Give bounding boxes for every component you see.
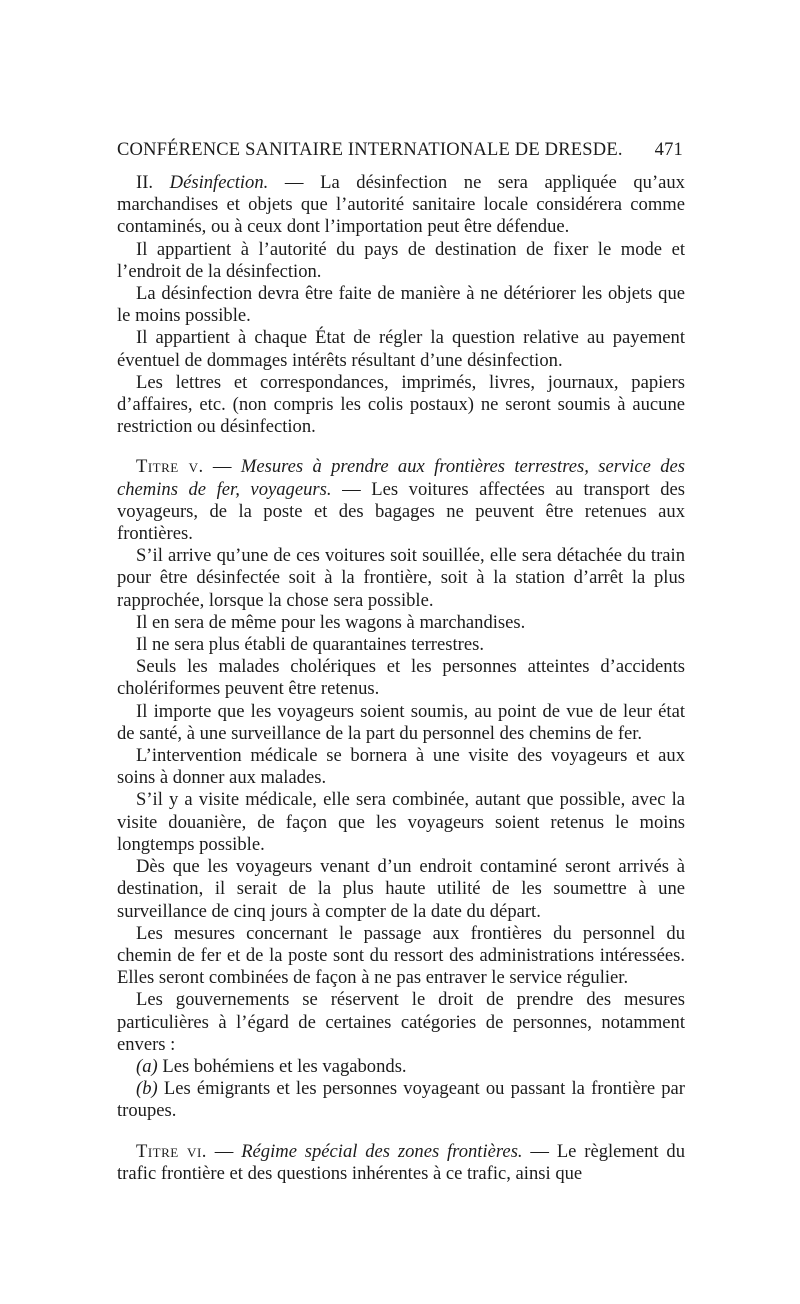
paragraph: Seuls les malades cholériques et les personnes atteintes d’accidents cholériformes peuvent être retenus. <box>117 656 685 700</box>
titre-vi-label: Titre vi. <box>136 1140 207 1162</box>
paragraph: Il importe que les voyageurs soient soumis, au point de vue de leur état de santé, à une surveillance de la part du personnel des chemins de fer. <box>117 700 685 744</box>
paragraph: Les gouvernements se réservent le droit de prendre des mesures particulières à l’égard de certaines catégories de personnes, notamment envers : <box>117 989 685 1055</box>
list-item <box>117 1056 685 1078</box>
titre-v-dash: — <box>203 456 241 478</box>
titre-v-heading: Mesures à prendre aux frontières terrestres, service des chemins de fer, voyageurs. <box>117 456 685 500</box>
running-title: CONFÉRENCE SANITAIRE INTERNATIONALE DE DRESDE. <box>117 140 623 160</box>
titre-v-text: — Les voitures affectées au transport des voyageurs, de la poste et des bagages ne peuvent être retenues aux frontières. <box>117 478 686 545</box>
paragraph: Il ne sera plus établi de quarantaines terrestres. <box>136 634 484 656</box>
paragraph: Il en sera de même pour les wagons à marchandises. <box>136 611 526 633</box>
titre-vi-heading: Régime spécial des zones frontières. <box>241 1140 523 1162</box>
list-item <box>117 1078 685 1122</box>
page-number: 471 <box>654 140 683 160</box>
paragraph: Les mesures concernant le passage aux frontières du personnel du chemin de fer et de la poste sont du ressort des administrations intéressées. Elles seront combinées de façon à ne pas entraver le service régulier. <box>117 922 685 989</box>
list-marker: (b) <box>136 1078 158 1100</box>
paragraph: Dès que les voyageurs venant d’un endroit contaminé seront arrivés à destination, il serait de la plus haute utilité de les soumettre à une surveillance de cinq jours à compter de la date du départ. <box>117 856 685 922</box>
running-header <box>117 140 683 166</box>
titre-v-label: Titre v. <box>136 456 204 478</box>
section-ii-heading: Désinfection. <box>169 172 269 193</box>
list-text: Les bohémiens et les vagabonds. <box>157 1055 407 1077</box>
titre-vi-first-paragraph <box>117 1141 685 1185</box>
titre-vi-dash: — <box>206 1140 242 1162</box>
paragraph: S’il y a visite médicale, elle sera combinée, autant que possible, avec la visite douanière, de façon que les voyageurs soient retenus le moins longtemps possible. <box>117 789 685 855</box>
list-marker: (a) <box>136 1055 158 1077</box>
titre-v-first-paragraph <box>117 456 685 545</box>
paragraph: Il appartient à l’autorité du pays de destination de fixer le mode et l’endroit de la désinfection. <box>117 238 685 282</box>
paragraph: S’il arrive qu’une de ces voitures soit souillée, elle sera détachée du train pour être désinfectée soit à la frontière, soit à la station d’arrêt la plus rapprochée, lorsque la chose sera possible. <box>117 545 685 611</box>
section-ii-label: II. <box>136 172 154 193</box>
section-ii-first-paragraph <box>117 172 685 239</box>
titre-vi-text: — Le règlement du trafic frontière et des questions inhérentes à ce trafic, ainsi que <box>117 1140 686 1184</box>
paragraph: La désinfection devra être faite de manière à ne détériorer les objets que le moins possible. <box>117 283 685 327</box>
page-body <box>117 172 685 1185</box>
paragraph: L’intervention médicale se bornera à une visite des voyageurs et aux soins à donner aux malades. <box>117 745 685 789</box>
section-ii-text: — La désinfection ne sera appliquée qu’aux marchandises et objets que l’autorité sanitaire locale considérera comme contaminés, ou à ceux dont l’importation peut être défendue. <box>117 172 685 238</box>
paragraph: Les lettres et correspondances, imprimés, livres, journaux, papiers d’affaires, etc. (non compris les colis postaux) ne seront soumis à aucune restriction ou désinfection. <box>117 371 685 438</box>
list-text: Les émigrants et les personnes voyageant ou passant la frontière par troupes. <box>117 1078 685 1122</box>
paragraph: Il appartient à chaque État de régler la question relative au payement éventuel de dommages intérêts résultant d’une désinfection. <box>117 327 685 371</box>
